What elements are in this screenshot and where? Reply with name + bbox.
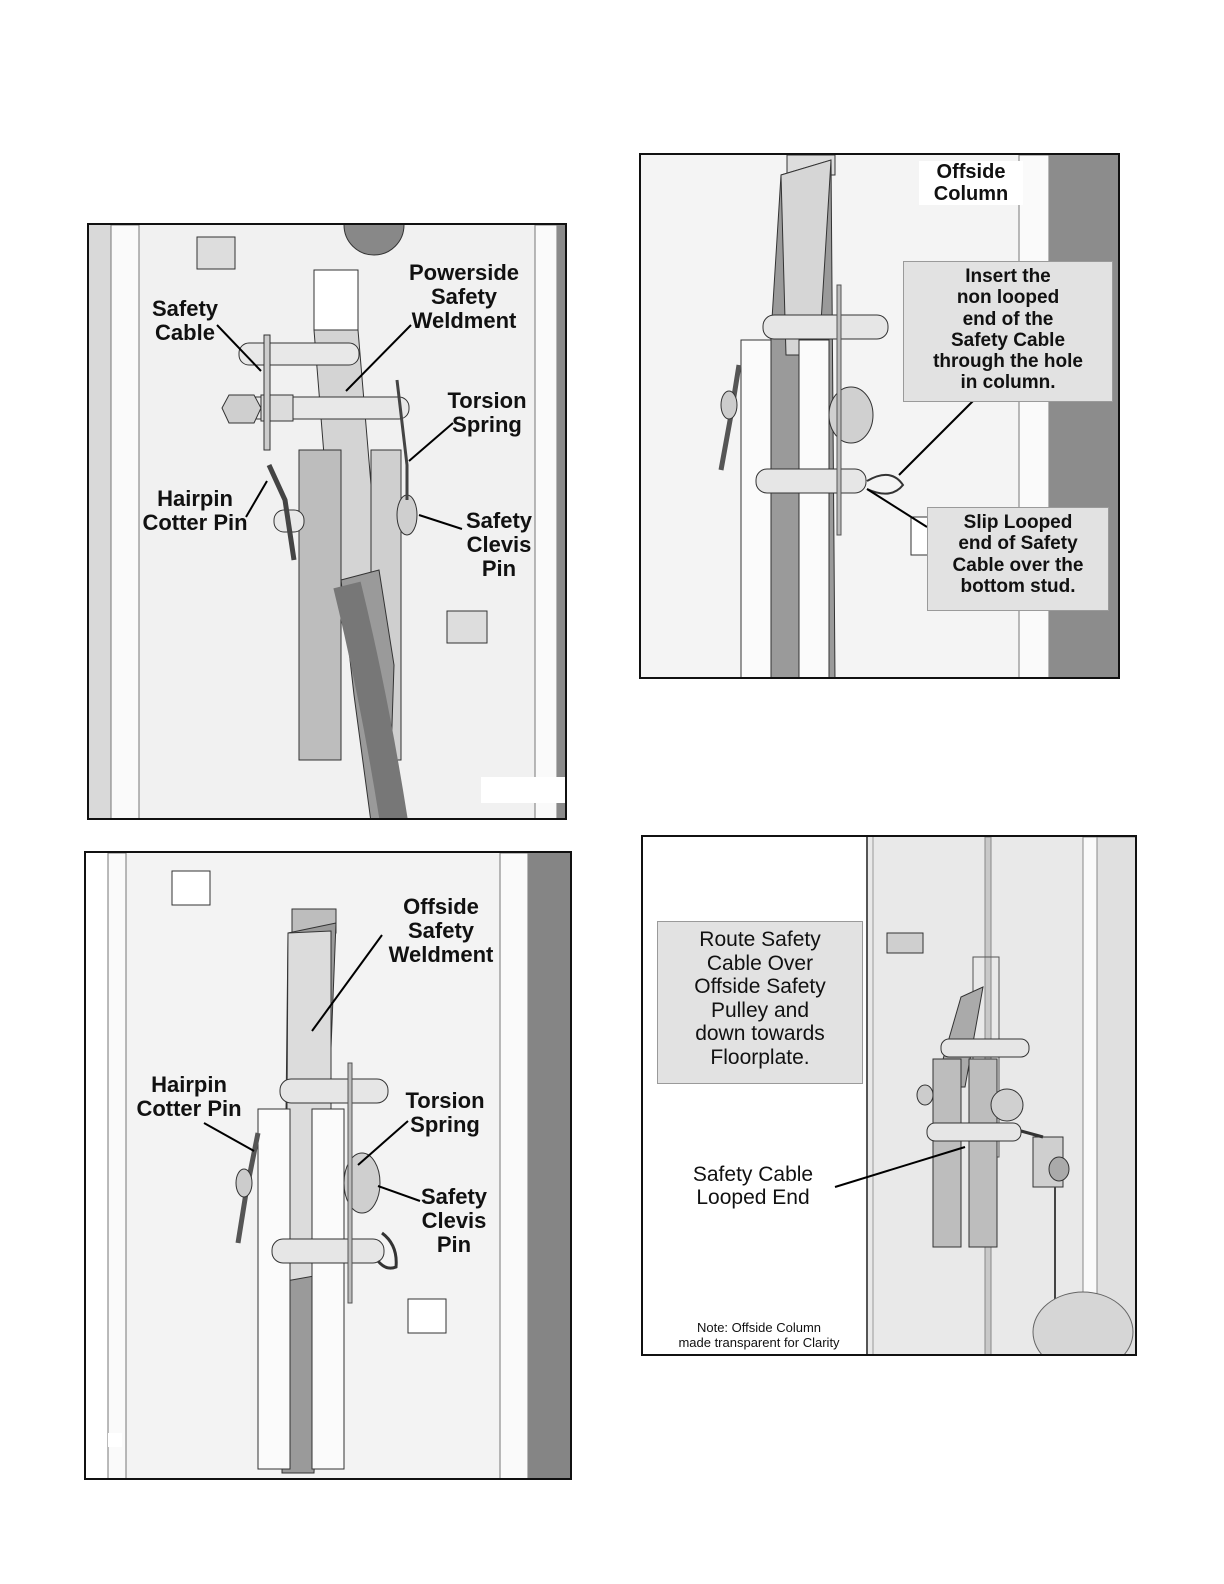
label-safety-clevis-pin: Safety Clevis Pin [465, 508, 533, 582]
note-offside-column-transparent: Note: Offside Column made transparent for Clarity [678, 1320, 840, 1350]
figure-powerside-safety [87, 223, 567, 820]
callout-insert-non-looped-end: Insert the non looped end of the Safety Cable through the hole in column. [903, 261, 1113, 402]
figure-route-safety-cable [641, 835, 1137, 1356]
label-safety-cable-looped-end: Safety Cable Looped End [692, 1163, 814, 1210]
figure-offside-cable-insert [639, 153, 1120, 679]
label-offside-column: Offside Column [919, 161, 1023, 205]
label-hairpin-cotter-pin: Hairpin Cotter Pin [142, 486, 248, 536]
callout-slip-looped-end: Slip Looped end of Safety Cable over the bottom stud. [927, 507, 1109, 611]
label-offside-safety-weldment: Offside Safety Weldment [388, 894, 494, 968]
label-torsion-spring: Torsion Spring [447, 388, 527, 438]
route-cable-drawing [643, 837, 1137, 1356]
label-safety-clevis-pin: Safety Clevis Pin [420, 1184, 488, 1258]
label-powerside-safety-weldment: Powerside Safety Weldment [408, 260, 520, 334]
label-torsion-spring: Torsion Spring [405, 1088, 485, 1138]
figure-offside-safety-weldment [84, 851, 572, 1480]
callout-route-safety-cable: Route Safety Cable Over Offside Safety Pulley and down towards Floorplate. [657, 921, 863, 1084]
label-safety-cable: Safety Cable [151, 296, 219, 346]
label-hairpin-cotter-pin: Hairpin Cotter Pin [136, 1072, 242, 1122]
